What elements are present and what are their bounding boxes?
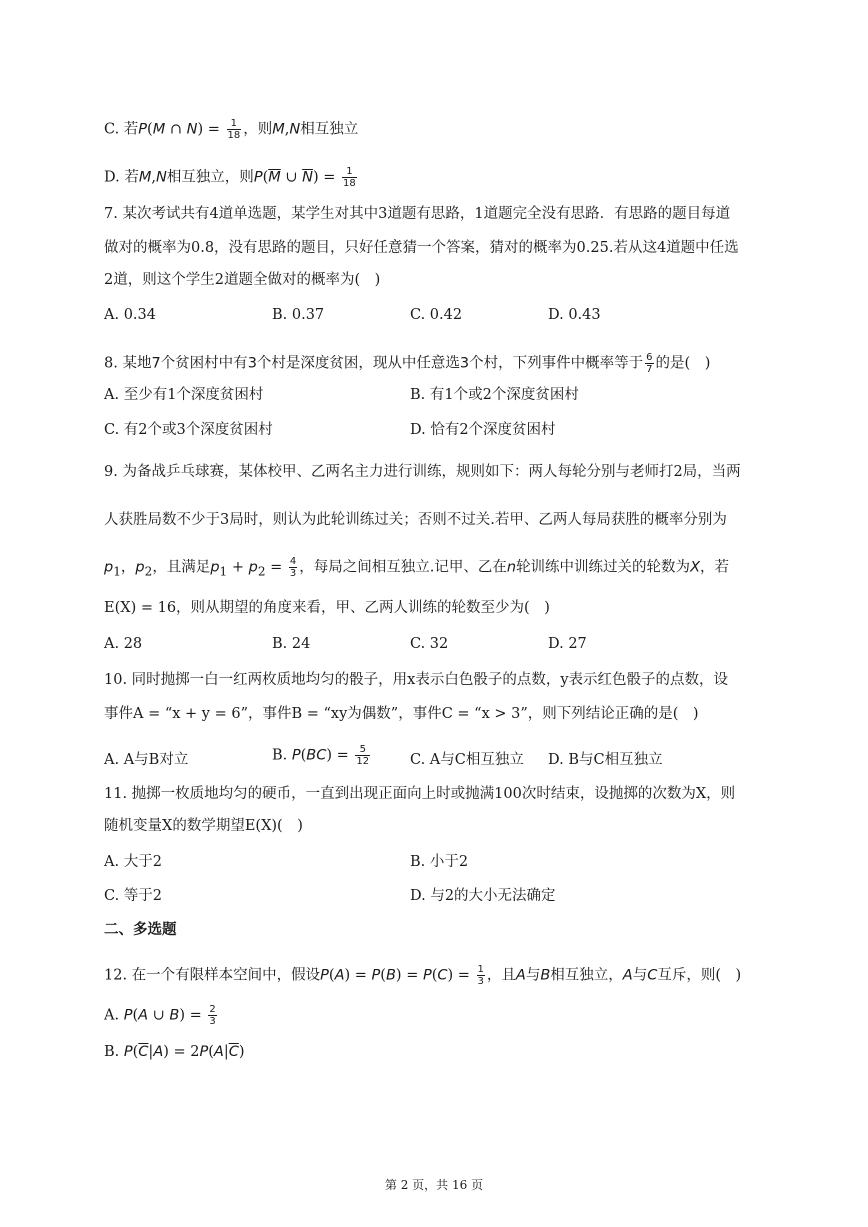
q12-option-b: B. $P(\overline{C}|A) = 2P(A|\overline{C})$ [104,1044,245,1060]
q12-line1: 12. 在一个有限样本空间中，假设P(A) = P(B) = P(C) = $\frac{1}{3}$ ，且A与B相互独立，A与C互斥，则( ) [104,964,742,987]
q11-line2: 随机变量X的数学期望E(X)( ) [104,818,303,834]
q7-option-d: D. 0.43 [548,307,601,323]
q9-line3: $p_1$，$p_2$，且满足$p_1 + p_2$ = $\frac{4}{3}$ ，每局之间相互独立.记甲、乙在n轮训练中训练过关的轮数为X，若 [104,556,729,579]
q7-line2: 做对的概率为0.8，没有思路的题目，只好任意猜一个答案，猜对的概率为0.25.若从这4道题中任选 [104,240,739,256]
q9-option-a: A. 28 [104,636,143,652]
q7-option-b: B. 0.37 [272,307,325,323]
page-footer: 第 2 页，共 16 页 [384,1178,484,1192]
q9-line1: 9. 为备战乒乓球赛，某体校甲、乙两名主力进行训练，规则如下：两人每轮分别与老师打2局，当两 [104,464,741,480]
q11-option-a: A. 大于2 [104,854,162,870]
q11-line1: 11. 抛掷一枚质地均匀的硬币，一直到出现正面向上时或抛满100次时结束，设抛掷的次数为X，则 [104,786,736,802]
section-title: 二、多选题 [104,921,177,938]
q10-line2: 事件A = “x + y = 6”，事件B = “xy为偶数”，事件C = “x > 3”，则下列结论正确的是( ) [104,706,699,722]
q12-option-a: A. P(A ∪ B) = $\frac{2}{3}$ [104,1004,216,1027]
q8-option-b: B. 有1个或2个深度贫困村 [410,387,579,403]
q10-option-b: B. P(BC) = $\frac{5}{12}$ [272,744,370,767]
q6-option-c: C. 若P(M ∩ N) = $\frac{1}{18}$ ，则M,N相互独立 [104,118,359,141]
q9-option-b: B. 24 [272,636,311,652]
q8-option-a: A. 至少有1个深度贫困村 [104,387,264,403]
q8-option-c: C. 有2个或3个深度贫困村 [104,422,273,438]
q11-option-b: B. 小于2 [410,854,469,870]
q7-option-c: C. 0.42 [410,307,463,323]
q11-option-d: D. 与2的大小无法确定 [410,888,556,904]
q9-line2: 人获胜局数不少于3局时，则认为此轮训练过关；否则不过关.若甲、乙两人每局获胜的概率分别为 [104,512,727,528]
q10-option-a: A. A与B对立 [104,752,189,768]
q6-option-d: D. 若M,N相互独立，则$P(\overline{M}$ ∪ $\overline{N}$) = $\frac{1}{18}$ [104,166,356,189]
q11-option-c: C. 等于2 [104,888,163,904]
q9-line4: E(X) = 16，则从期望的角度来看，甲、乙两人训练的轮数至少为( ) [104,600,550,616]
q10-option-d: D. B与C相互独立 [548,752,663,768]
q7-line3: 2道，则这个学生2道题全做对的概率为( ) [104,272,381,288]
q7-line1: 7. 某次考试共有4道单选题，某学生对其中3道题有思路，1道题完全没有思路．有思路的题目每道 [104,206,731,222]
q10-option-c: C. A与C相互独立 [410,752,524,768]
q8-option-d: D. 恰有2个深度贫困村 [410,422,556,438]
q10-line1: 10. 同时抛掷一白一红两枚质地均匀的骰子，用x表示白色骰子的点数，y表示红色骰子的点数，设 [104,672,729,688]
q9-option-d: D. 27 [548,636,587,652]
q9-option-c: C. 32 [410,636,449,652]
q7-option-a: A. 0.34 [104,307,156,323]
q8-line1: 8. 某地7个贫困村中有3个村是深度贫困，现从中任意选3个村，下列事件中概率等于 $\frac{6}{7}$ 的是( ) [104,352,711,375]
